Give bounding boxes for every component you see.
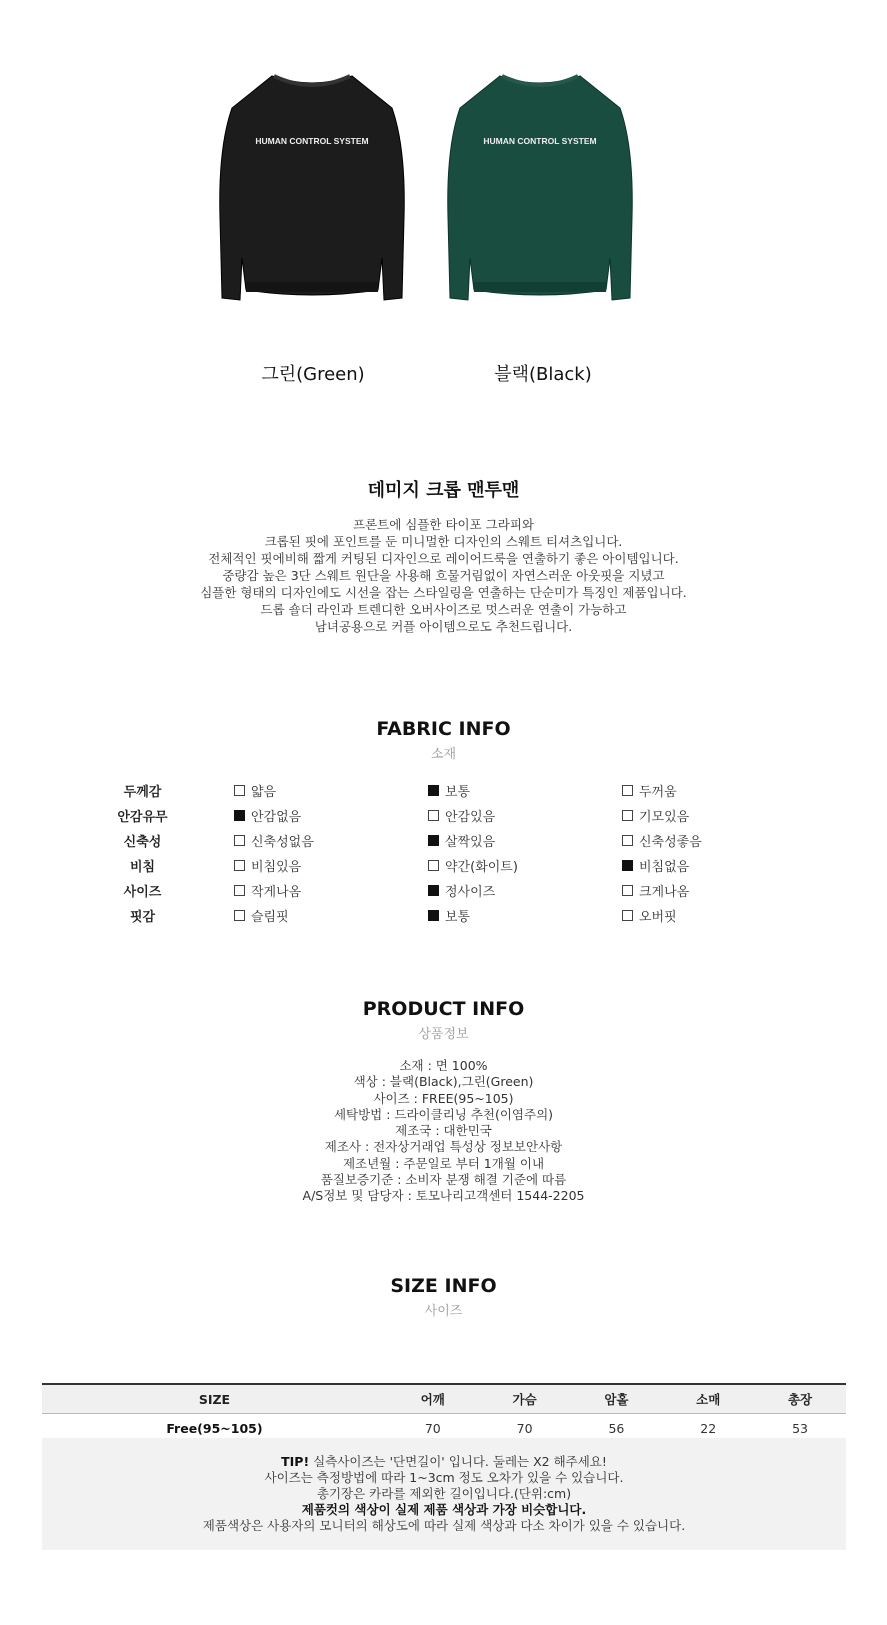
fabric-option-label: 약간(화이트) <box>445 860 518 875</box>
size-info-title: SIZE INFO <box>390 1275 497 1297</box>
tip-prefix: TIP! <box>281 1454 310 1469</box>
unchecked-box-icon <box>234 885 245 896</box>
size-header-cell: SIZE <box>42 1384 387 1414</box>
tip-line: 사이즈는 측정방법에 따라 1~3cm 정도 오차가 있을 수 있습니다. <box>264 1470 624 1485</box>
unchecked-box-icon <box>622 835 633 846</box>
fabric-option <box>428 781 470 800</box>
fabric-option <box>234 856 301 875</box>
product-info-title: PRODUCT INFO <box>362 998 525 1020</box>
fabric-option-label: 두꺼움 <box>639 785 677 800</box>
fabric-option-label: 크게나옴 <box>639 885 690 900</box>
fabric-option <box>428 881 495 900</box>
unchecked-box-icon <box>234 910 245 921</box>
description-line: 크롭된 핏에 포인트를 둔 미니멀한 디자인의 스웨트 티셔츠입니다. <box>264 534 623 549</box>
fabric-option-label: 오버핏 <box>639 910 677 925</box>
product-info-line: 사이즈 : FREE(95~105) <box>373 1090 514 1106</box>
product-info-line: 제조년월 : 주문일로 부터 1개월 이내 <box>342 1155 545 1171</box>
size-cell: Free(95~105) <box>42 1414 387 1443</box>
unchecked-box-icon <box>622 910 633 921</box>
fabric-option-label: 신축성없음 <box>251 835 314 850</box>
unchecked-box-icon <box>622 785 633 796</box>
checked-box-icon <box>234 810 245 821</box>
fabric-option-label: 안감없음 <box>251 810 302 825</box>
product-info-subtitle: 상품정보 <box>418 1027 469 1042</box>
size-cell: 56 <box>571 1414 663 1443</box>
tip-line <box>42 1454 846 1470</box>
description-line: 중량감 높은 3단 스웨트 원단을 사용해 흐물거림없이 자연스러운 아웃핏을 지녔고 <box>222 568 665 583</box>
checked-box-icon <box>428 785 439 796</box>
product-info-line: 품질보증기준 : 소비자 분쟁 해결 기준에 따름 <box>320 1172 567 1188</box>
fabric-row-label: 사이즈 <box>123 885 162 900</box>
print-text: HUMAN CONTROL SYSTEM <box>483 136 597 146</box>
fabric-option <box>234 831 314 850</box>
product-info-line: 세탁방법 : 드라이클리닝 추천(이염주의) <box>333 1106 554 1122</box>
fabric-option-label: 보통 <box>445 910 471 925</box>
fabric-row-label: 핏감 <box>129 910 156 925</box>
fabric-row <box>0 806 887 828</box>
unchecked-box-icon <box>234 860 245 871</box>
fabric-option <box>428 806 495 825</box>
fabric-option <box>622 781 677 800</box>
fabric-option <box>234 806 301 825</box>
size-cell: 70 <box>479 1414 571 1443</box>
color-label-green: 그린(Green) <box>261 364 365 385</box>
fabric-info-subtitle: 소재 <box>430 747 457 762</box>
product-info-list <box>0 1058 887 1205</box>
size-tip-box <box>42 1438 846 1550</box>
fabric-option <box>622 831 702 850</box>
unchecked-box-icon <box>234 835 245 846</box>
unchecked-box-icon <box>428 810 439 821</box>
fabric-option-label: 보통 <box>445 785 471 800</box>
fabric-option-label: 정사이즈 <box>445 885 496 900</box>
size-header-cell: 소매 <box>662 1384 754 1414</box>
unchecked-box-icon <box>234 785 245 796</box>
fabric-option <box>622 856 689 875</box>
checked-box-icon <box>428 910 439 921</box>
fabric-option <box>428 831 495 850</box>
size-cell: 22 <box>662 1414 754 1443</box>
fabric-option <box>622 881 689 900</box>
fabric-option-label: 살짝있음 <box>445 835 496 850</box>
fabric-option <box>234 781 276 800</box>
product-image-2 <box>440 68 640 328</box>
fabric-row-label: 안감유무 <box>117 810 168 825</box>
print-text: HUMAN CONTROL SYSTEM <box>255 136 369 146</box>
checked-box-icon <box>622 860 633 871</box>
fabric-option <box>428 906 470 925</box>
fabric-option-label: 슬림핏 <box>251 910 289 925</box>
size-cell: 70 <box>387 1414 479 1443</box>
fabric-option <box>234 906 289 925</box>
size-table-header <box>42 1384 846 1414</box>
tip-line: 제품색상은 사용자의 모니터의 해상도에 따라 실제 색상과 다소 차이가 있을 수 있습니다. <box>202 1518 686 1533</box>
fabric-option-label: 비침있음 <box>251 860 302 875</box>
fabric-option <box>622 806 689 825</box>
description-line: 심플한 형태의 디자인에도 시선을 잡는 스타일링을 연출하는 단순미가 특징인 제품입니다. <box>200 585 687 600</box>
size-table <box>42 1383 846 1443</box>
fabric-option-label: 비침없음 <box>639 860 690 875</box>
fabric-row <box>0 856 887 878</box>
product-info-line: 소재 : 면 100% <box>399 1058 488 1073</box>
fabric-row <box>0 831 887 853</box>
fabric-row-label: 두께감 <box>123 785 162 800</box>
unchecked-box-icon <box>622 810 633 821</box>
product-info-line: 색상 : 블랙(Black),그린(Green) <box>353 1074 534 1090</box>
product-info-line: 제조국 : 대한민국 <box>395 1123 492 1139</box>
fabric-row <box>0 906 887 928</box>
product-info-line: A/S정보 및 담당자 : 토모나리고객센터 1544-2205 <box>302 1188 585 1204</box>
fabric-option-label: 얇음 <box>251 785 277 800</box>
fabric-option-label: 기모있음 <box>639 810 690 825</box>
description-line: 전체적인 핏에비해 짧게 커팅된 디자인으로 레이어드룩을 연출하기 좋은 아이템입니다. <box>208 551 679 566</box>
size-cell: 53 <box>754 1414 846 1443</box>
fabric-option-label: 신축성좋음 <box>639 835 702 850</box>
checked-box-icon <box>428 835 439 846</box>
size-header-cell: 가슴 <box>479 1384 571 1414</box>
fabric-option <box>428 856 518 875</box>
description-line: 드롭 숄더 라인과 트렌디한 오버사이즈로 멋스러운 연출이 가능하고 <box>260 602 627 617</box>
product-image-1 <box>212 68 412 328</box>
fabric-row-label: 비침 <box>129 860 156 875</box>
fabric-option-label: 작게나옴 <box>251 885 302 900</box>
color-label-black: 블랙(Black) <box>494 364 592 385</box>
fabric-option <box>234 881 301 900</box>
size-header-cell: 총장 <box>754 1384 846 1414</box>
tip-line: 총기장은 카라를 제외한 길이입니다.(단위:cm) <box>316 1486 572 1501</box>
fabric-option <box>622 906 677 925</box>
fabric-option-label: 안감있음 <box>445 810 496 825</box>
tip-line-bold <box>42 1502 846 1518</box>
checked-box-icon <box>428 885 439 896</box>
product-info-line: 제조사 : 전자상거래업 특성상 정보보안사항 <box>324 1139 563 1155</box>
fabric-row-label: 신축성 <box>123 835 162 850</box>
size-header-cell: 암홀 <box>571 1384 663 1414</box>
description-line: 남녀공용으로 커플 아이템으로도 추천드립니다. <box>314 619 573 634</box>
unchecked-box-icon <box>622 885 633 896</box>
fabric-row <box>0 881 887 903</box>
size-info-subtitle: 사이즈 <box>424 1304 463 1319</box>
description-line: 프론트에 심플한 타이포 그라피와 <box>353 517 534 532</box>
fabric-info-title: FABRIC INFO <box>376 718 511 740</box>
product-description <box>0 516 887 635</box>
tip-bold-text: 제품컷의 색상이 실제 제품 색상과 가장 비슷합니다. <box>301 1502 587 1517</box>
unchecked-box-icon <box>428 860 439 871</box>
tip-text: 실측사이즈는 '단면길이' 입니다. 둘레는 X2 해주세요! <box>313 1454 607 1469</box>
size-header-cell: 어깨 <box>387 1384 479 1414</box>
product-name: 데미지 크롭 맨투맨 <box>367 480 520 501</box>
fabric-row <box>0 781 887 803</box>
